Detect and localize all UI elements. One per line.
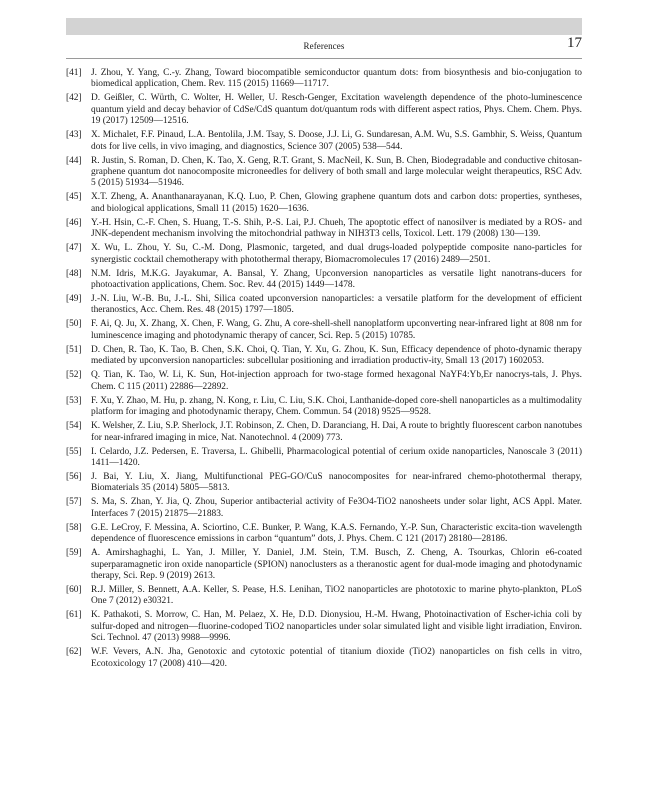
reference-item	[66, 585, 582, 608]
page-header	[66, 18, 582, 59]
reference-item	[66, 472, 582, 495]
reference-item	[66, 396, 582, 419]
reference-item	[66, 370, 582, 393]
reference-item	[66, 156, 582, 190]
reference-list	[66, 68, 582, 673]
reference-text: R.J. Miller, S. Bennett, A.A. Keller, S. Pease, H.S. Lenihan, TiO2 nanoparticles are phototoxic to marine phyto-plankton, PLoS One 7 (2012) e30321.	[91, 584, 582, 607]
reference-number: [43]	[66, 130, 82, 141]
reference-number: [47]	[66, 243, 82, 254]
reference-item	[66, 68, 582, 91]
reference-text: J. Zhou, Y. Yang, C.-y. Zhang, Toward biocompatible semiconductor quantum dots: from biosynthesis and bio-conjugation to biomedical application, Chem. Rev. 115 (2015) 11669—11717.	[91, 68, 582, 90]
reference-text: J. Bai, Y. Liu, X. Jiang, Multifunctional PEG-GO/CuS nanocomposites for near-infrared chemo-photothermal therapy, Biomaterials 35 (2014) 5805—5813.	[91, 471, 582, 494]
reference-item	[66, 319, 582, 342]
reference-number: [54]	[66, 421, 82, 432]
reference-item	[66, 421, 582, 444]
reference-item	[66, 523, 582, 546]
reference-number: [42]	[66, 93, 82, 104]
reference-number: [50]	[66, 319, 82, 330]
reference-text: S. Ma, S. Zhan, Y. Jia, Q. Zhou, Superior antibacterial activity of Fe3O4-TiO2 nanosheets under solar light, ACS Appl. Mater. Interfaces 7 (2015) 21875—21883.	[91, 497, 582, 519]
reference-number: [57]	[66, 497, 82, 508]
reference-item	[66, 447, 582, 470]
reference-number: [55]	[66, 446, 82, 457]
reference-number: [51]	[66, 344, 82, 355]
reference-number: [48]	[66, 268, 82, 279]
reference-number: [53]	[66, 395, 82, 406]
reference-item	[66, 218, 582, 241]
reference-text: D. Geißler, C. Würth, C. Wolter, H. Weller, U. Resch-Genger, Excitation wavelength dependence of the photo-luminescence quantum yield and decay behavior of CdSe/CdS quantum dot/quantum rods with different aspect ratios, Phys. Chem. Chem. Phys. 19 (2017) 12509—12516.	[91, 93, 582, 127]
reference-text: X. Wu, L. Zhou, Y. Su, C.-M. Dong, Plasmonic, targeted, and dual drugs-loaded polypeptide composite nano-particles for synergistic cocktail chemotherapy with photothermal therapy, Biomacromolecules 17 (2016) 2489—2501.	[91, 243, 582, 265]
header-shade-bar	[66, 18, 582, 35]
reference-item	[66, 269, 582, 292]
reference-item	[66, 192, 582, 215]
reference-number: [62]	[66, 647, 82, 658]
reference-item	[66, 243, 582, 266]
reference-item	[66, 610, 582, 644]
reference-item	[66, 647, 582, 670]
reference-text: F. Xu, Y. Zhao, M. Hu, p. zhang, N. Kong, r. Liu, C. Liu, S.K. Choi, Lanthanide-doped core-shell nanoparticles as a multimodality platform for imaging and photodynamic therapy, Chem. Commun. 54 (2018) 9525—9528.	[91, 395, 582, 418]
reference-number: [46]	[66, 217, 82, 228]
reference-item	[66, 93, 582, 127]
reference-text: W.F. Vevers, A.N. Jha, Genotoxic and cytotoxic potential of titanium dioxide (TiO2) nanoparticles on fish cells in vitro, Ecotoxicology 17 (2008) 410—420.	[91, 647, 582, 669]
reference-number: [44]	[66, 155, 82, 166]
reference-text: K. Pathakoti, S. Morrow, C. Han, M. Pelaez, X. He, D.D. Dionysiou, H.-M. Hwang, Photoinactivation of Escher-ichia coli by sulfur-doped and nitrogen—fluorine-codoped TiO2 nanoparticles under solar simulated light and visible light irradiation, Environ. Sci. Technol. 47 (2013) 9988—9996.	[91, 610, 582, 644]
page-number: 17	[567, 35, 582, 51]
reference-text: X.T. Zheng, A. Ananthanarayanan, K.Q. Luo, P. Chen, Glowing graphene quantum dots and carbon dots: properties, syntheses, and biological applications, Small 11 (2015) 1620—1636.	[91, 192, 582, 214]
reference-item	[66, 345, 582, 368]
reference-text: X. Michalet, F.F. Pinaud, L.A. Bentolila, J.M. Tsay, S. Doose, J.J. Li, G. Sundaresan, A.M. Wu, S.S. Gambhir, S. Weiss, Quantum dots for live cells, in vivo imaging, and diagnostics, Science 307 (2005) 538—544.	[91, 130, 582, 152]
reference-number: [52]	[66, 370, 82, 381]
reference-number: [60]	[66, 584, 82, 595]
reference-text: Q. Tian, K. Tao, W. Li, K. Sun, Hot-injection approach for two-stage formed hexagonal NaYF4:Yb,Er nanocrys-tals, J. Phys. Chem. C 115 (2011) 22886—22892.	[91, 370, 582, 392]
reference-text: K. Welsher, Z. Liu, S.P. Sherlock, J.T. Robinson, Z. Chen, D. Daranciang, H. Dai, A route to brightly fluorescent carbon nanotubes for near-infrared imaging in mice, Nat. Nanotechnol. 4 (2009) 773.	[91, 421, 582, 443]
reference-text: D. Chen, R. Tao, K. Tao, B. Chen, S.K. Choi, Q. Tian, Y. Xu, G. Zhou, K. Sun, Efficacy dependence of photo-dynamic therapy mediated by upconversion nanoparticles: subcellular positioning and irradiation productiv-ity, Small 13 (2017) 1602053.	[91, 344, 582, 367]
reference-text: N.M. Idris, M.K.G. Jayakumar, A. Bansal, Y. Zhang, Upconversion nanoparticles as versatile light nanotrans-ducers for photoactivation applications, Chem. Soc. Rev. 44 (2015) 1449—1478.	[91, 268, 582, 291]
reference-number: [49]	[66, 294, 82, 305]
reference-item	[66, 548, 582, 582]
reference-number: [61]	[66, 610, 82, 621]
reference-number: [56]	[66, 471, 82, 482]
reference-text: J.-N. Liu, W.-B. Bu, J.-L. Shi, Silica coated upconversion nanoparticles: a versatile platform for the development of efficient theranostics, Acc. Chem. Res. 48 (2015) 1797—1805.	[91, 294, 582, 316]
reference-text: F. Ai, Q. Ju, X. Zhang, X. Chen, F. Wang, G. Zhu, A core-shell-shell nanoplatform upconverting near-infrared light at 808 nm for luminescence imaging and photodynamic therapy of cancer, Sci. Rep. 5 (2015) 10785.	[91, 319, 582, 341]
reference-item	[66, 294, 582, 317]
reference-text: I. Celardo, J.Z. Pedersen, E. Traversa, L. Ghibelli, Pharmacological potential of cerium oxide nanoparticles, Nanoscale 3 (2011) 1411—1420.	[91, 446, 582, 468]
reference-number: [58]	[66, 522, 82, 533]
reference-text: R. Justin, S. Roman, D. Chen, K. Tao, X. Geng, R.T. Grant, S. MacNeil, K. Sun, B. Chen, Biodegradable and conductive chitosan-graphene quantum dot nanocomposite microneedles for delivery of both small and large molecular weight therapeutics, RSC Adv. 5 (2015) 51934—51946.	[91, 155, 582, 189]
running-head: References	[303, 41, 345, 51]
reference-number: [45]	[66, 192, 82, 203]
reference-item	[66, 130, 582, 153]
reference-text: Y.-H. Hsin, C.-F. Chen, S. Huang, T.-S. Shih, P.-S. Lai, P.J. Chueh, The apoptotic effect of nanosilver is mediated by a ROS- and JNK-dependent mechanism involving the mitochondrial pathway in NIH3T3 cells, Toxicol. Lett. 179 (2008) 130—139.	[91, 217, 582, 240]
reference-number: [41]	[66, 68, 82, 78]
reference-number: [59]	[66, 548, 82, 559]
reference-text: A. Amirshaghaghi, L. Yan, J. Miller, Y. Daniel, J.M. Stein, T.M. Busch, Z. Cheng, A. Tsourkas, Chlorin e6-coated superparamagnetic iron oxide nanoparticle (SPION) nanoclusters as a theranostic agent for dual-mode imaging and photodynamic therapy, Sci. Rep. 9 (2019) 2613.	[91, 548, 582, 581]
reference-item	[66, 497, 582, 520]
reference-text: G.E. LeCroy, F. Messina, A. Sciortino, C.E. Bunker, P. Wang, K.A.S. Fernando, Y.-P. Sun, Characteristic excita-tion wavelength dependence of fluorescence emissions in carbon “quantum” dots, J. Phys. Chem. C 121 (2017) 28180—28186.	[91, 522, 582, 545]
